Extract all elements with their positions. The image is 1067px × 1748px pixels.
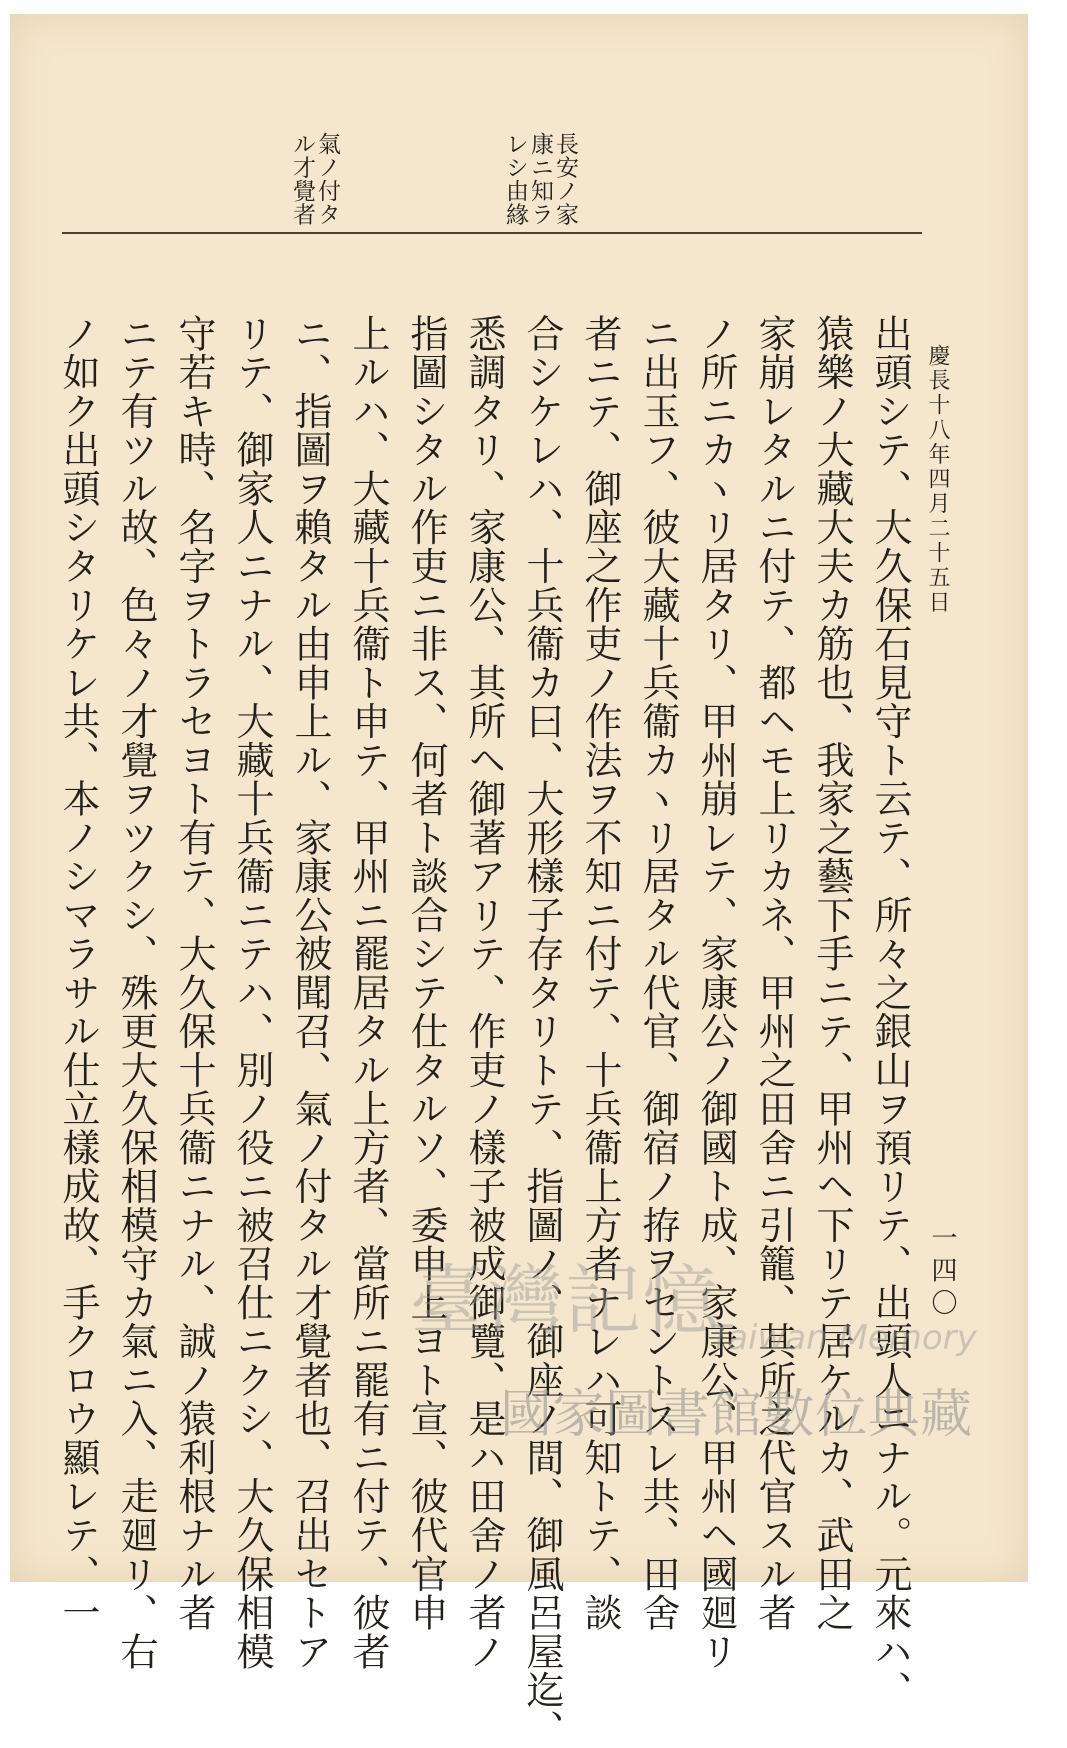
text-column: リテ、御家人ニナル、大藏十兵衞ニテハ、別ノ役ニ被召仕ニクシ、大久保相模 bbox=[230, 314, 274, 1671]
margin-note-line: レシ由緣 bbox=[502, 132, 528, 226]
text-column: 猿樂ノ大藏大夫カ筋也、我家之藝下手ニテ、甲州ヘ下リテ居ケルカ、武田之 bbox=[810, 314, 854, 1632]
text-column: 守若キ時、名字ヲトラセヨト有テ、大久保十兵衞ニナル、誠ノ猿利根ナル者 bbox=[172, 314, 216, 1632]
text-column: ノ如ク出頭シタリケレ共、本ノシマラサル仕立樣成故、手クロウ顯レテ、一 bbox=[56, 314, 100, 1632]
watermark-title: 臺灣記憶 bbox=[410, 1256, 721, 1345]
margin-note-line: 康ニ知ラ bbox=[527, 132, 553, 226]
text-column: 指圖シタル作吏ニ非ス、何者ト談合シテ仕タルソ、委申上ヨト宣、彼代官申 bbox=[404, 314, 448, 1632]
text-column: ニ、指圖ヲ賴タル由申上ル、家康公被聞召、氣ノ付タル才覺者也、召出セトア bbox=[288, 314, 332, 1671]
text-column: 上ルハ、大藏十兵衞ト申テ、甲州ニ罷居タル上方者、當所ニ罷有ニ付テ、彼者 bbox=[346, 314, 390, 1671]
text-column: ノ所ニカヽリ居タリ、甲州崩レテ、家康公ノ御國ト成、家康公、甲州ヘ國廻リ bbox=[694, 314, 738, 1671]
text-column: 出頭シテ、大久保石見守ト云テ、所々之銀山ヲ預リテ、出頭人ニナル。元來ハ、 bbox=[868, 314, 912, 1710]
header-date: 慶長十八年四月二十五日 bbox=[925, 344, 950, 616]
text-column: ニテ有ツル故、色々ノ才覺ヲツクシ、殊更大久保相模守カ氣ニ入、走廻リ、右 bbox=[114, 314, 158, 1671]
text-column: ニ出玉フ、彼大藏十兵衞カヽリ居タル代官、御宿ノ拵ヲセントスレ共、田舍 bbox=[636, 314, 680, 1632]
text-column: 家崩レタルニ付テ、都ヘモ上リカネ、甲州之田舍ニ引籠、其所之代官スル者 bbox=[752, 314, 796, 1632]
text-column: 者ニテ、御座之作吏ノ作法ヲ不知ニ付テ、十兵衞上方者ナレハ可知トテ、談 bbox=[578, 314, 622, 1632]
margin-note-line: ル才覺者 bbox=[289, 132, 315, 226]
section-divider bbox=[62, 232, 922, 234]
text-column: 悉調タリ、家康公、其所ヘ御著アリテ、作吏ノ樣子被成御覽、是ハ田舍ノ者ノ bbox=[462, 314, 506, 1671]
margin-note-line: 長安ノ家 bbox=[552, 132, 578, 226]
margin-note-line: 氣ノ付タ bbox=[314, 132, 340, 226]
page-number: 一四〇 bbox=[927, 1224, 957, 1322]
watermark-english: Taiwan Memory bbox=[710, 1318, 977, 1358]
text-column: 合シケレハ、十兵衞カ曰、大形樣子存タリトテ、指圖ノ、御座ノ間、御風呂屋迄、 bbox=[520, 314, 564, 1748]
watermark-subtitle: 國家圖書館數位典藏 bbox=[500, 1385, 973, 1445]
